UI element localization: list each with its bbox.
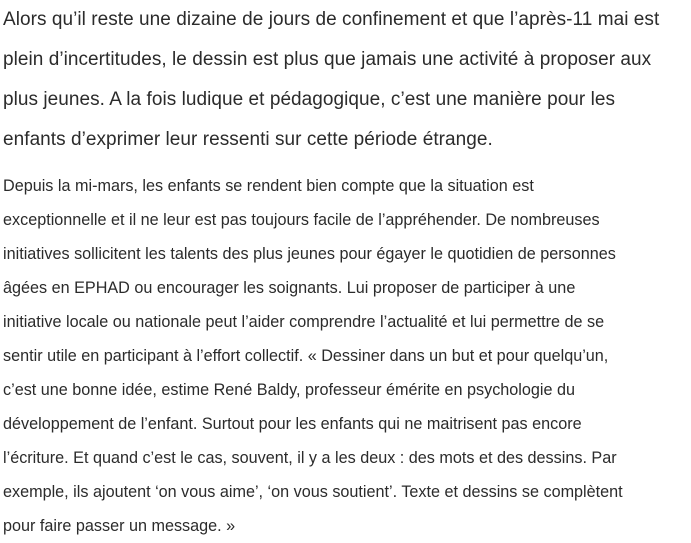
body-paragraph: Depuis la mi-mars, les enfants se rendent bien compte que la situation est exceptionnelle et il ne leur est pas toujours facile de l’appréhender. De nombreuses initiatives sollicitent les talents des plus jeunes pour égayer le quotidien de personnes âgées en EPHAD ou encourager les soignants. Lui proposer de participer à une initiative locale ou nationale peut l’aider comprendre l’actualité et lui permettre de se sentir utile en participant à l’effort collectif. « Dessiner dans un but et pour quelqu’un, c’est une bonne idée, estime René Baldy, professeur émérite en psychologie du développement de l’enfant. Surtout pour les enfants qui ne maitrisent pas encore l’écriture. Et quand c’est le cas, souvent, il y a les deux : des mots et des dessins. Par exemple, ils ajoutent ‘on vous aime’, ‘on vous soutient’. Texte et dessins se complètent pour faire passer un message. »: [3, 177, 623, 535]
lead-paragraph: Alors qu’il reste une dizaine de jours de confinement et que l’après-11 mai est plein d’incertitudes, le dessin est plus que jamais une activité à proposer aux plus jeunes. A la fois ludique et pédagogique, c’est une manière pour les enfants d’exprimer leur ressenti sur cette période étrange.: [3, 9, 660, 150]
article-content: [3, 0, 691, 543]
